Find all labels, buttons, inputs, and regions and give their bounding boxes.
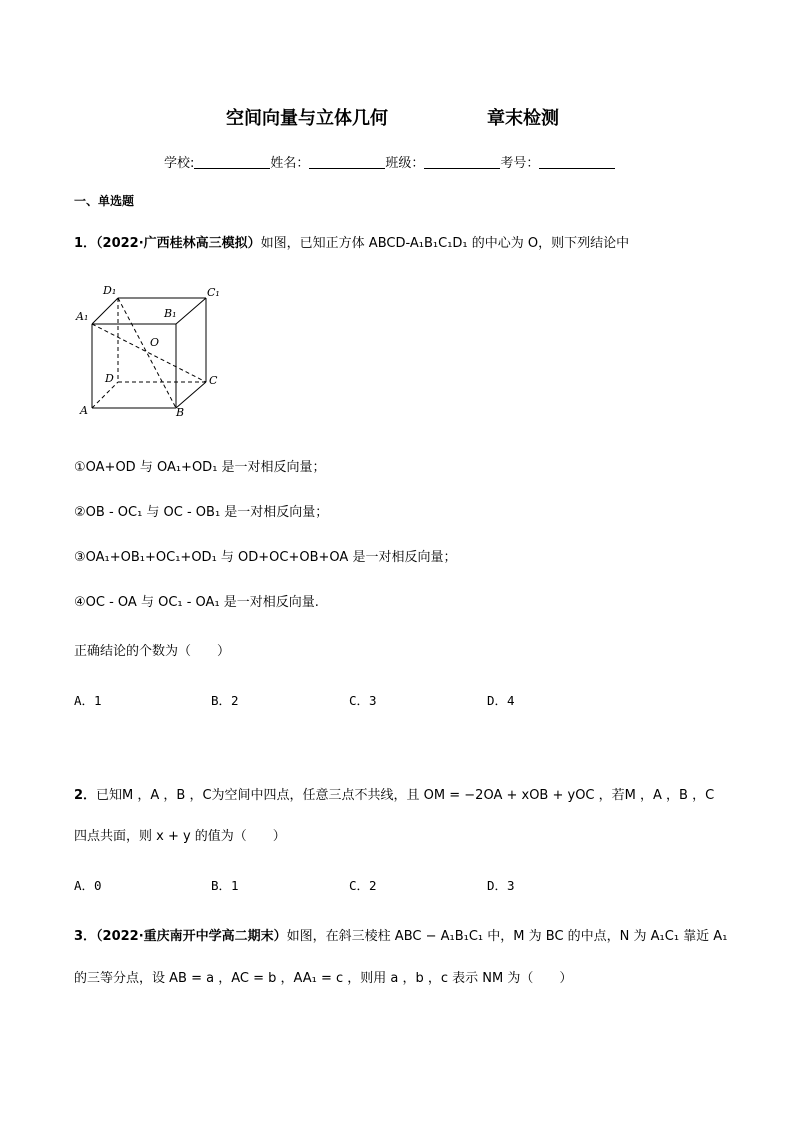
question-2-line-1 [74,784,714,803]
school-label: 学校: [164,156,195,171]
label-O: O [150,336,160,349]
question-1-option-c[interactable]: C．3 [349,693,377,708]
cube-figure [70,280,230,420]
question-2-text-1: 已知M ，A ，B ，C为空间中四点，任意三点不共线，且 OM = −2OA + xOB + yOC ，若M ，A ，B ，C [96,788,715,803]
student-info-line [164,152,615,171]
question-1-stem [74,232,629,251]
question-2-line-2: 四点共面，则 x + y 的值为（ ） [74,829,286,844]
question-2-option-b[interactable]: B．1 [211,878,239,893]
section-title: 一、单选题 [74,194,135,208]
question-1-option-d[interactable]: D．4 [487,693,515,708]
question-1-statement-4: ④OC - OA 与 OC₁ - OA₁ 是一对相反向量. [74,595,319,610]
question-1-source: （2022·广西桂林高三模拟） [96,236,261,251]
name-blank[interactable] [309,156,385,169]
name-label: 姓名： [270,156,310,171]
question-1-statement-2: ②OB - OC₁ 与 OC - OB₁ 是一对相反向量； [74,505,329,520]
question-2-option-d[interactable]: D．3 [487,878,515,893]
question-3-text-1: 如图，在斜三棱柱 ABC − A₁B₁C₁ 中，M 为 BC 的中点，N 为 A₁C₁ 靠近 A₁ [286,929,728,944]
question-3-number: 3． [74,929,97,944]
question-3-line-2: 的三等分点，设 AB = a ，AC = b ，AA₁ = c ，则用 a ，b ，c 表示 NM 为（ ） [74,971,573,986]
question-1-text: 如图，已知正方体 ABCD-A₁B₁C₁D₁ 的中心为 O，则下列结论中 [260,236,630,251]
question-1-statement-3: ③OA₁+OB₁+OC₁+OD₁ 与 OD+OC+OB+OA 是一对相反向量； [74,550,457,565]
label-D: D [105,372,114,385]
question-3-line-1 [74,925,727,944]
question-1-option-a[interactable]: A．1 [74,693,102,708]
label-A1: A₁ [76,310,89,323]
id-blank[interactable] [539,156,615,169]
class-blank[interactable] [424,156,500,169]
id-label: 考号： [500,156,540,171]
question-2-option-a[interactable]: A．0 [74,878,102,893]
label-B1: B₁ [164,307,177,320]
question-1-number: 1． [74,236,97,251]
question-2-number: 2． [74,788,97,803]
page-subtitle: 章末检测 [487,108,559,129]
label-B: B [176,406,185,419]
label-C: C [209,374,218,387]
class-label: 班级： [385,156,425,171]
question-1-option-b[interactable]: B．2 [211,693,239,708]
question-1-statement-1: ①OA+OD 与 OA₁+OD₁ 是一对相反向量； [74,460,326,475]
school-blank[interactable] [194,156,270,169]
question-1-prompt: 正确结论的个数为（ ） [74,644,231,659]
label-A: A [80,404,88,417]
label-D1: D₁ [103,284,117,297]
page-title: 空间向量与立体几何 [226,108,388,129]
question-2-option-c[interactable]: C．2 [349,878,377,893]
label-C1: C₁ [207,286,220,299]
question-3-source: （2022·重庆南开中学高二期末） [96,929,287,944]
